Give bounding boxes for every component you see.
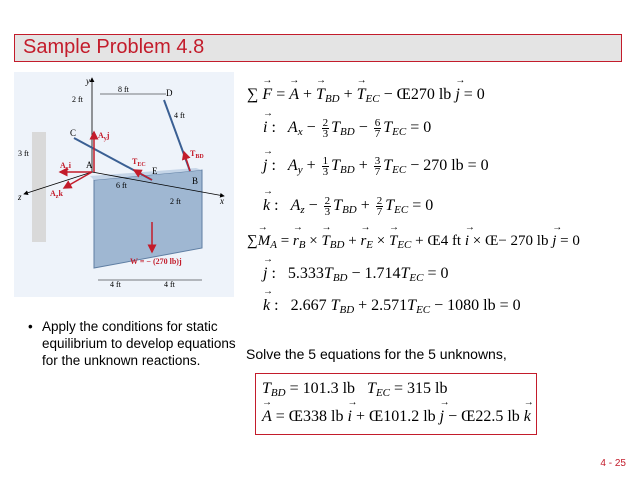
label-weight: W = − (270 lb)j xyxy=(130,257,182,266)
point-e-label: E xyxy=(152,166,158,176)
dim-4ft-br: 4 ft xyxy=(164,280,175,289)
equation-j-component: → j : $A_y$ + $\frac{1}{3}$ $T_{BD}$ + $\frac{3}{7}$ $T_{EC} - 270$ lb = 0 xyxy=(263,156,489,177)
dim-3ft: 3 ft xyxy=(18,149,29,158)
equation-sum-moments: ∑→ $M_A$ = → $r_B$ × → $T_{BD}$ + → $r_E$ × → $T_{EC}$ + Œ4 ft → i × Œ− 270 lb → j = 0 xyxy=(247,233,580,251)
bullet-text: Apply the conditions for static equilibrium to develop equations for the unknown reactions. xyxy=(42,319,236,368)
bullet-dot: • xyxy=(28,319,33,334)
equation-moment-j: → j : $5.333T_{BD} - 1.714T_{EC} = 0$ xyxy=(263,265,449,284)
bullet-point xyxy=(28,318,238,369)
label-tbd: $T_{BD}$ xyxy=(190,149,204,160)
dim-8ft: 8 ft xyxy=(118,85,129,94)
label-ax: $A_xi$ xyxy=(60,161,72,172)
page-number: 4 - 25 xyxy=(600,458,626,469)
dim-2ft-top: 2 ft xyxy=(72,95,83,104)
free-body-diagram xyxy=(14,72,234,297)
label-az: $A_zk$ xyxy=(50,189,63,200)
solve-instruction: Solve the 5 equations for the 5 unknowns, xyxy=(246,346,507,362)
dim-4ft-bl: 4 ft xyxy=(110,280,121,289)
dim-2ft-right: 2 ft xyxy=(170,197,181,206)
slide-title: Sample Problem 4.8 xyxy=(23,36,205,58)
dim-6ft: 6 ft xyxy=(116,181,127,190)
title-bar xyxy=(14,34,622,62)
answer-reaction-a: → A = Œ338 lb → i + Œ101.2 lb → j − Œ22.5 lb → k xyxy=(262,408,531,426)
y-axis-label: y xyxy=(86,76,90,86)
dim-4ft-right: 4 ft xyxy=(174,111,185,120)
equation-k-component: → k : $A_z$ − $\frac{2}{3}$ $T_{BD}$ + $\frac{2}{7}$ $T_{EC} = 0$ xyxy=(263,196,433,217)
equation-sum-forces: ∑ → F = → A + → $T_{BD}$ + → $T_{EC}$ − Œ270 lb → j = 0 xyxy=(247,86,485,105)
z-axis-label: z xyxy=(18,192,22,202)
label-ay: $A_yj$ xyxy=(98,131,110,142)
label-tec: $T_{EC}$ xyxy=(132,157,146,168)
wall xyxy=(32,132,46,242)
point-a-label: A xyxy=(86,160,93,170)
point-d-label: D xyxy=(166,88,173,98)
x-axis-label: x xyxy=(220,196,224,206)
equation-i-component: → i : $A_x$ − $\frac{2}{3}$ $T_{BD}$ − $\frac{6}{7}$ $T_{EC} = 0$ xyxy=(263,118,431,139)
answer-box xyxy=(255,373,537,435)
answer-tensions: $T_{BD} = 101.3$ lb $T_{EC} = 315$ lb xyxy=(262,380,448,399)
point-b-label: B xyxy=(192,176,199,186)
point-c-label: C xyxy=(70,128,77,138)
equation-moment-k: → k : 2.667 $T_{BD} + 2.571T_{EC} - 1080$ lb = 0 xyxy=(263,297,521,316)
